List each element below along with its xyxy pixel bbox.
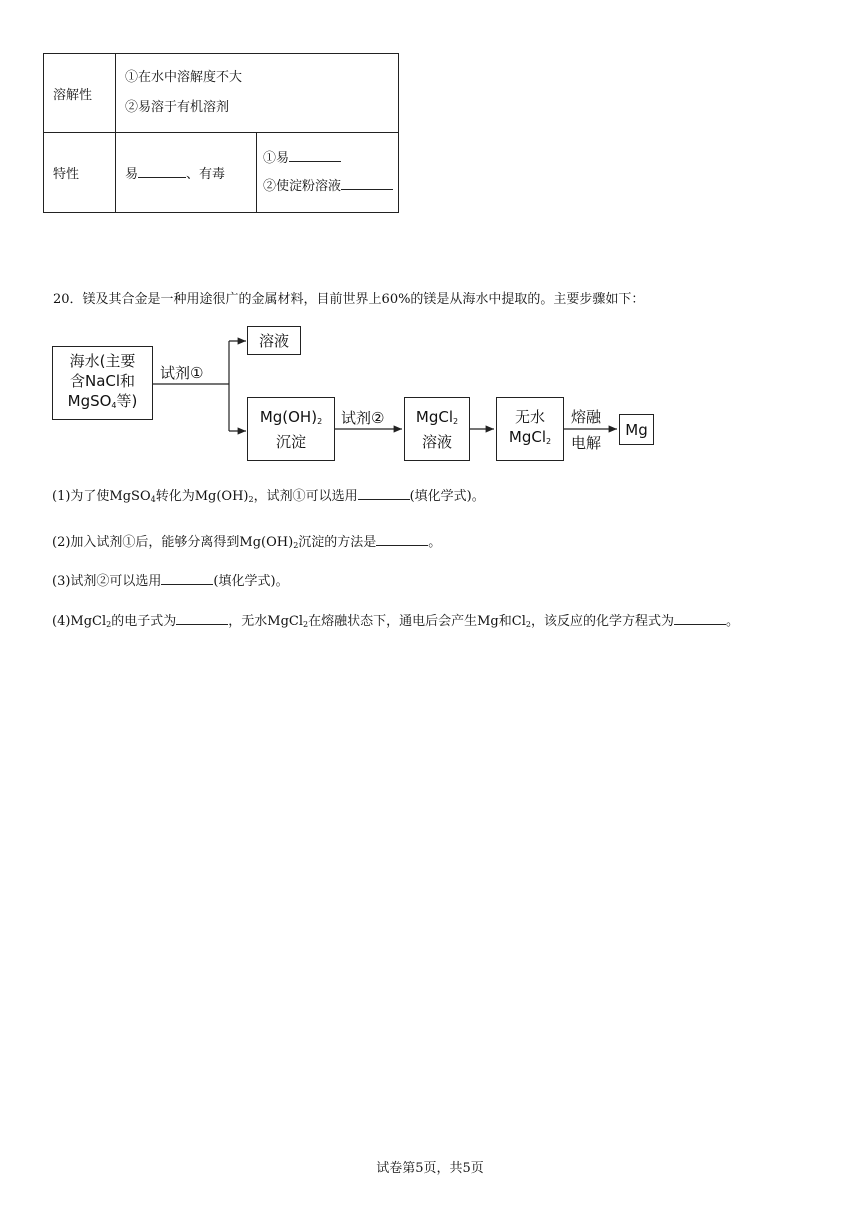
q2-text: 。 bbox=[428, 535, 442, 550]
question-title: 20．镁及其合金是一种用途很广的金属材料，目前世界上60%的镁是从海水中提取的。主要步骤如下： bbox=[53, 292, 645, 307]
q2-text: 沉淀的方法是 bbox=[298, 535, 377, 550]
mgcl2-formula: MgCl bbox=[415, 407, 453, 426]
solution-label: 溶液 bbox=[258, 331, 289, 350]
subscript: 2 bbox=[293, 541, 299, 550]
electrolysis-label: 电解 bbox=[571, 434, 602, 452]
sub-question-1 bbox=[52, 485, 485, 504]
q4-text: (4)MgCl bbox=[52, 614, 107, 629]
q2-text: (2)加入试剂①后，能够分离得到Mg(OH) bbox=[52, 535, 294, 550]
q4-text: ，无水MgCl bbox=[228, 614, 304, 629]
mgcl2-solution-box bbox=[404, 397, 470, 461]
sub-question-3 bbox=[52, 570, 289, 589]
seawater-line-3 bbox=[53, 391, 152, 416]
q1-text: (填化学式)。 bbox=[409, 489, 485, 504]
mg-product-label: Mg bbox=[625, 420, 648, 439]
subscript: 4 bbox=[111, 400, 117, 410]
solubility-line-2: ②易溶于有机溶剂 bbox=[125, 100, 230, 115]
sub-question-4 bbox=[52, 610, 739, 629]
q4-text: 的电子式为 bbox=[111, 614, 177, 629]
mid-prefix: 易 bbox=[125, 167, 139, 182]
anhydrous-mgcl2-box bbox=[496, 397, 564, 461]
mgoh2-formula: Mg(OH) bbox=[259, 407, 318, 426]
q4-text: 。 bbox=[725, 614, 739, 629]
mgcl2-formula: MgCl bbox=[508, 427, 546, 446]
molten-label: 熔融 bbox=[571, 408, 602, 426]
q1-text: (1)为了使MgSO bbox=[52, 489, 151, 504]
right-line-2: ②使淀粉溶液 bbox=[263, 178, 342, 194]
subscript: 2 bbox=[248, 495, 254, 504]
subscript: 2 bbox=[317, 416, 323, 426]
table-label-solubility: 溶解性 bbox=[44, 54, 116, 133]
q1-text: 转化为Mg(OH) bbox=[155, 489, 249, 504]
answer-blank bbox=[176, 612, 228, 625]
mgcl2-solution-line-1 bbox=[405, 407, 469, 432]
subscript: 2 bbox=[106, 620, 112, 629]
mg-product-box bbox=[619, 414, 654, 445]
solubility-line-1: ①在水中溶解度不大 bbox=[125, 70, 243, 85]
q3-text: (3)试剂②可以选用 bbox=[52, 574, 162, 589]
answer-blank bbox=[674, 612, 726, 625]
page-footer: 试卷第5页，共5页 bbox=[376, 1161, 484, 1176]
mgoh2-line-1 bbox=[248, 407, 334, 432]
table-label-property: 特性 bbox=[44, 133, 116, 213]
seawater-box bbox=[52, 346, 153, 420]
seawater-formula: MgSO bbox=[67, 391, 112, 410]
subscript: 4 bbox=[150, 495, 156, 504]
mgoh2-line-2: 沉淀 bbox=[275, 432, 306, 451]
q4-text: 在熔融状态下，通电后会产生Mg和Cl bbox=[308, 614, 526, 629]
seawater-line-1: 海水(主要 bbox=[69, 351, 136, 370]
mgcl2-solution-line-2: 溶液 bbox=[421, 432, 452, 451]
subscript: 2 bbox=[303, 620, 309, 629]
seawater-line-2: 含NaCl和 bbox=[69, 371, 136, 390]
q1-text: ，试剂①可以选用 bbox=[253, 489, 358, 504]
mid-suffix: 、有毒 bbox=[186, 167, 226, 182]
subscript: 2 bbox=[453, 416, 459, 426]
reagent-1-label: 试剂① bbox=[160, 364, 204, 382]
anhydrous-line-2 bbox=[497, 427, 563, 452]
answer-blank bbox=[161, 572, 213, 585]
seawater-etc: 等) bbox=[116, 391, 138, 410]
anhydrous-line-1: 无水 bbox=[514, 407, 545, 426]
q3-text: (填化学式)。 bbox=[213, 574, 289, 589]
q4-text: ，该反应的化学方程式为 bbox=[530, 614, 674, 629]
reagent-2-label: 试剂② bbox=[341, 409, 385, 427]
subscript: 2 bbox=[525, 620, 531, 629]
answer-blank bbox=[358, 487, 410, 500]
solution-box bbox=[247, 326, 301, 355]
answer-blank bbox=[376, 533, 428, 546]
subscript: 2 bbox=[546, 436, 552, 446]
sub-question-2 bbox=[52, 531, 441, 550]
mgoh2-box bbox=[247, 397, 335, 461]
right-line-1: ①易 bbox=[263, 150, 290, 166]
